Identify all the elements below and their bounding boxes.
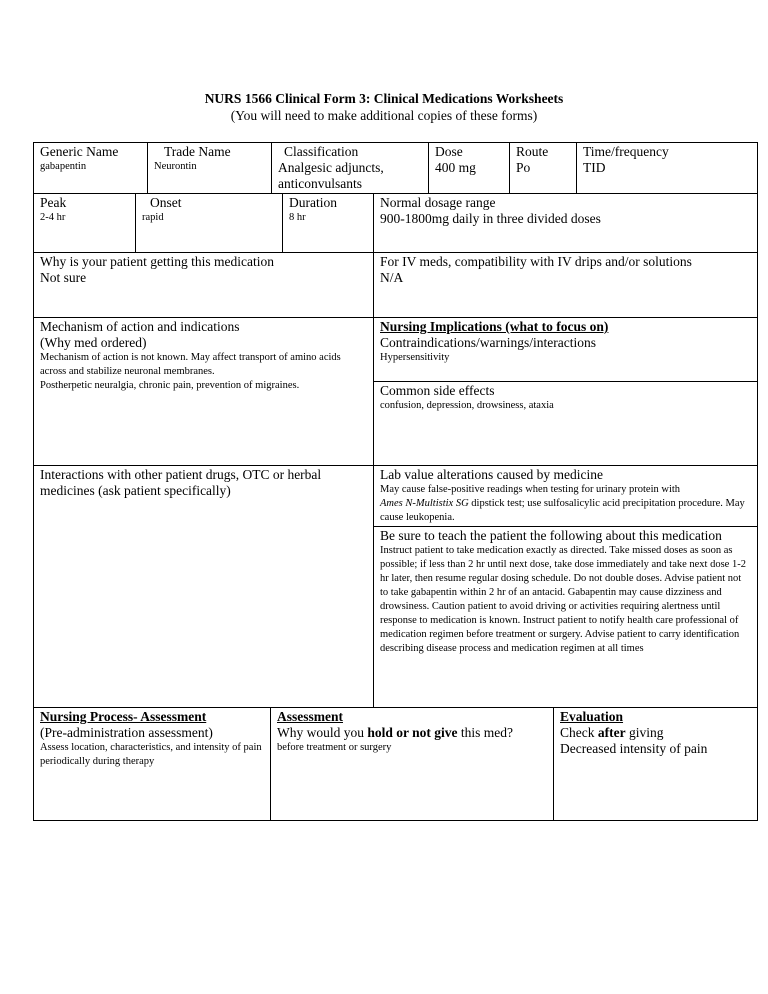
why-cell	[34, 253, 373, 317]
iv-compatibility-label: For IV meds, compatibility with IV drips and/or solutions	[380, 254, 692, 269]
classification-label: Classification	[284, 144, 359, 159]
assessment-cell	[271, 708, 553, 820]
peak-cell	[34, 194, 135, 252]
normal-dosage-label: Normal dosage range	[380, 195, 496, 210]
side-effects-value: confusion, depression, drowsiness, ataxia	[380, 400, 554, 411]
nursing-implications-heading: Nursing Implications (what to focus on)	[380, 319, 609, 334]
nursing-implications-cell	[374, 318, 757, 381]
peak-value: 2-4 hr	[40, 212, 66, 223]
time-frequency-cell	[577, 143, 757, 193]
onset-label: Onset	[150, 195, 182, 210]
classification-value: Analgesic adjuncts, anticonvulsants	[278, 160, 384, 191]
evaluation-check: Check after giving	[560, 725, 664, 740]
page-title: NURS 1566 Clinical Form 3: Clinical Medications Worksheets	[204, 91, 564, 106]
generic-name-cell	[34, 143, 147, 193]
evaluation-value: Decreased intensity of pain	[560, 741, 708, 756]
teach-text: Instruct patient to take medication exactly as directed. Take missed doses as soon as possible; if less than 2 hr until next dose, take dose immediately and take next dose 1-2 hr later, then resume regular dosing schedule. Do not double doses. Advise patient not to take gabapentin within 2 hr of an antacid. Gabapentin may cause dizziness and drowsiness. Caution patient to avoid driving or activities requiring alertness until response to medication is known. Instruct patient to notify health care professional of medication regimen before treatment or surgery. Advise patient to carry identification describing disease process and medication regimen at all times	[380, 545, 746, 654]
route-cell	[510, 143, 576, 193]
indications-text: Postherpetic neuralgia, chronic pain, prevention of migraines.	[40, 380, 300, 391]
duration-cell	[283, 194, 373, 252]
onset-cell	[136, 194, 282, 252]
teach-cell	[374, 527, 757, 707]
route-value: Po	[516, 160, 531, 175]
generic-name-label: Generic Name	[40, 144, 119, 159]
peak-label: Peak	[40, 195, 67, 210]
lab-values-text: May cause false-positive readings when testing for urinary protein with Ames N-Multistix SG dipstick test; use sulfosalicylic acid precipitation procedure. May cause leukopenia.	[380, 484, 745, 523]
lab-values-label: Lab value alterations caused by medicine	[380, 467, 604, 482]
nursing-process-text: Assess location, characteristics, and intensity of pain periodically during therapy	[40, 742, 262, 767]
dose-label: Dose	[435, 144, 463, 159]
iv-compatibility-value: N/A	[380, 270, 404, 285]
duration-value: 8 hr	[289, 212, 306, 223]
evaluation-heading: Evaluation	[560, 709, 624, 724]
dose-cell	[429, 143, 509, 193]
trade-name-label: Trade Name	[164, 144, 231, 159]
duration-label: Duration	[289, 195, 337, 210]
generic-name-value: gabapentin	[40, 161, 87, 172]
contraindications-label: Contraindications/warnings/interactions	[380, 335, 596, 350]
contraindications-value: Hypersensitivity	[380, 352, 450, 363]
nursing-process-cell	[34, 708, 270, 820]
classification-cell	[272, 143, 428, 193]
lab-values-cell	[374, 466, 757, 526]
why-value: Not sure	[40, 270, 87, 285]
normal-dosage-value: 900-1800mg daily in three divided doses	[380, 211, 601, 226]
assessment-heading: Assessment	[277, 709, 343, 724]
side-effects-label: Common side effects	[380, 383, 495, 398]
normal-dosage-cell	[374, 194, 757, 252]
mechanism-sublabel: (Why med ordered)	[40, 335, 147, 350]
trade-name-value: Neurontin	[154, 161, 197, 172]
nursing-process-heading: Nursing Process- Assessment	[40, 709, 207, 724]
mechanism-text: Mechanism of action is not known. May affect transport of amino acids across and stabilize neuronal membranes.	[40, 352, 341, 377]
why-label: Why is your patient getting this medication	[40, 254, 274, 269]
teach-label: Be sure to teach the patient the following about this medication	[380, 528, 722, 543]
interactions-cell	[34, 466, 373, 707]
onset-value: rapid	[142, 212, 164, 223]
route-label: Route	[516, 144, 549, 159]
mechanism-label: Mechanism of action and indications	[40, 319, 240, 334]
interactions-label: Interactions with other patient drugs, OTC or herbal medicines (ask patient specifically)	[40, 467, 322, 498]
assessment-question: Why would you hold or not give this med?	[277, 725, 514, 740]
evaluation-cell	[554, 708, 757, 820]
nursing-process-sub: (Pre-administration assessment)	[40, 725, 213, 740]
assessment-value: before treatment or surgery	[277, 742, 392, 753]
side-effects-cell	[374, 382, 757, 465]
dose-value: 400 mg	[435, 160, 476, 175]
page-subtitle: (You will need to make additional copies of these forms)	[230, 108, 538, 123]
time-frequency-label: Time/frequency	[583, 144, 669, 159]
trade-name-cell	[148, 143, 271, 193]
mechanism-cell	[34, 318, 373, 465]
time-frequency-value: TID	[583, 160, 606, 175]
iv-compatibility-cell	[374, 253, 757, 317]
